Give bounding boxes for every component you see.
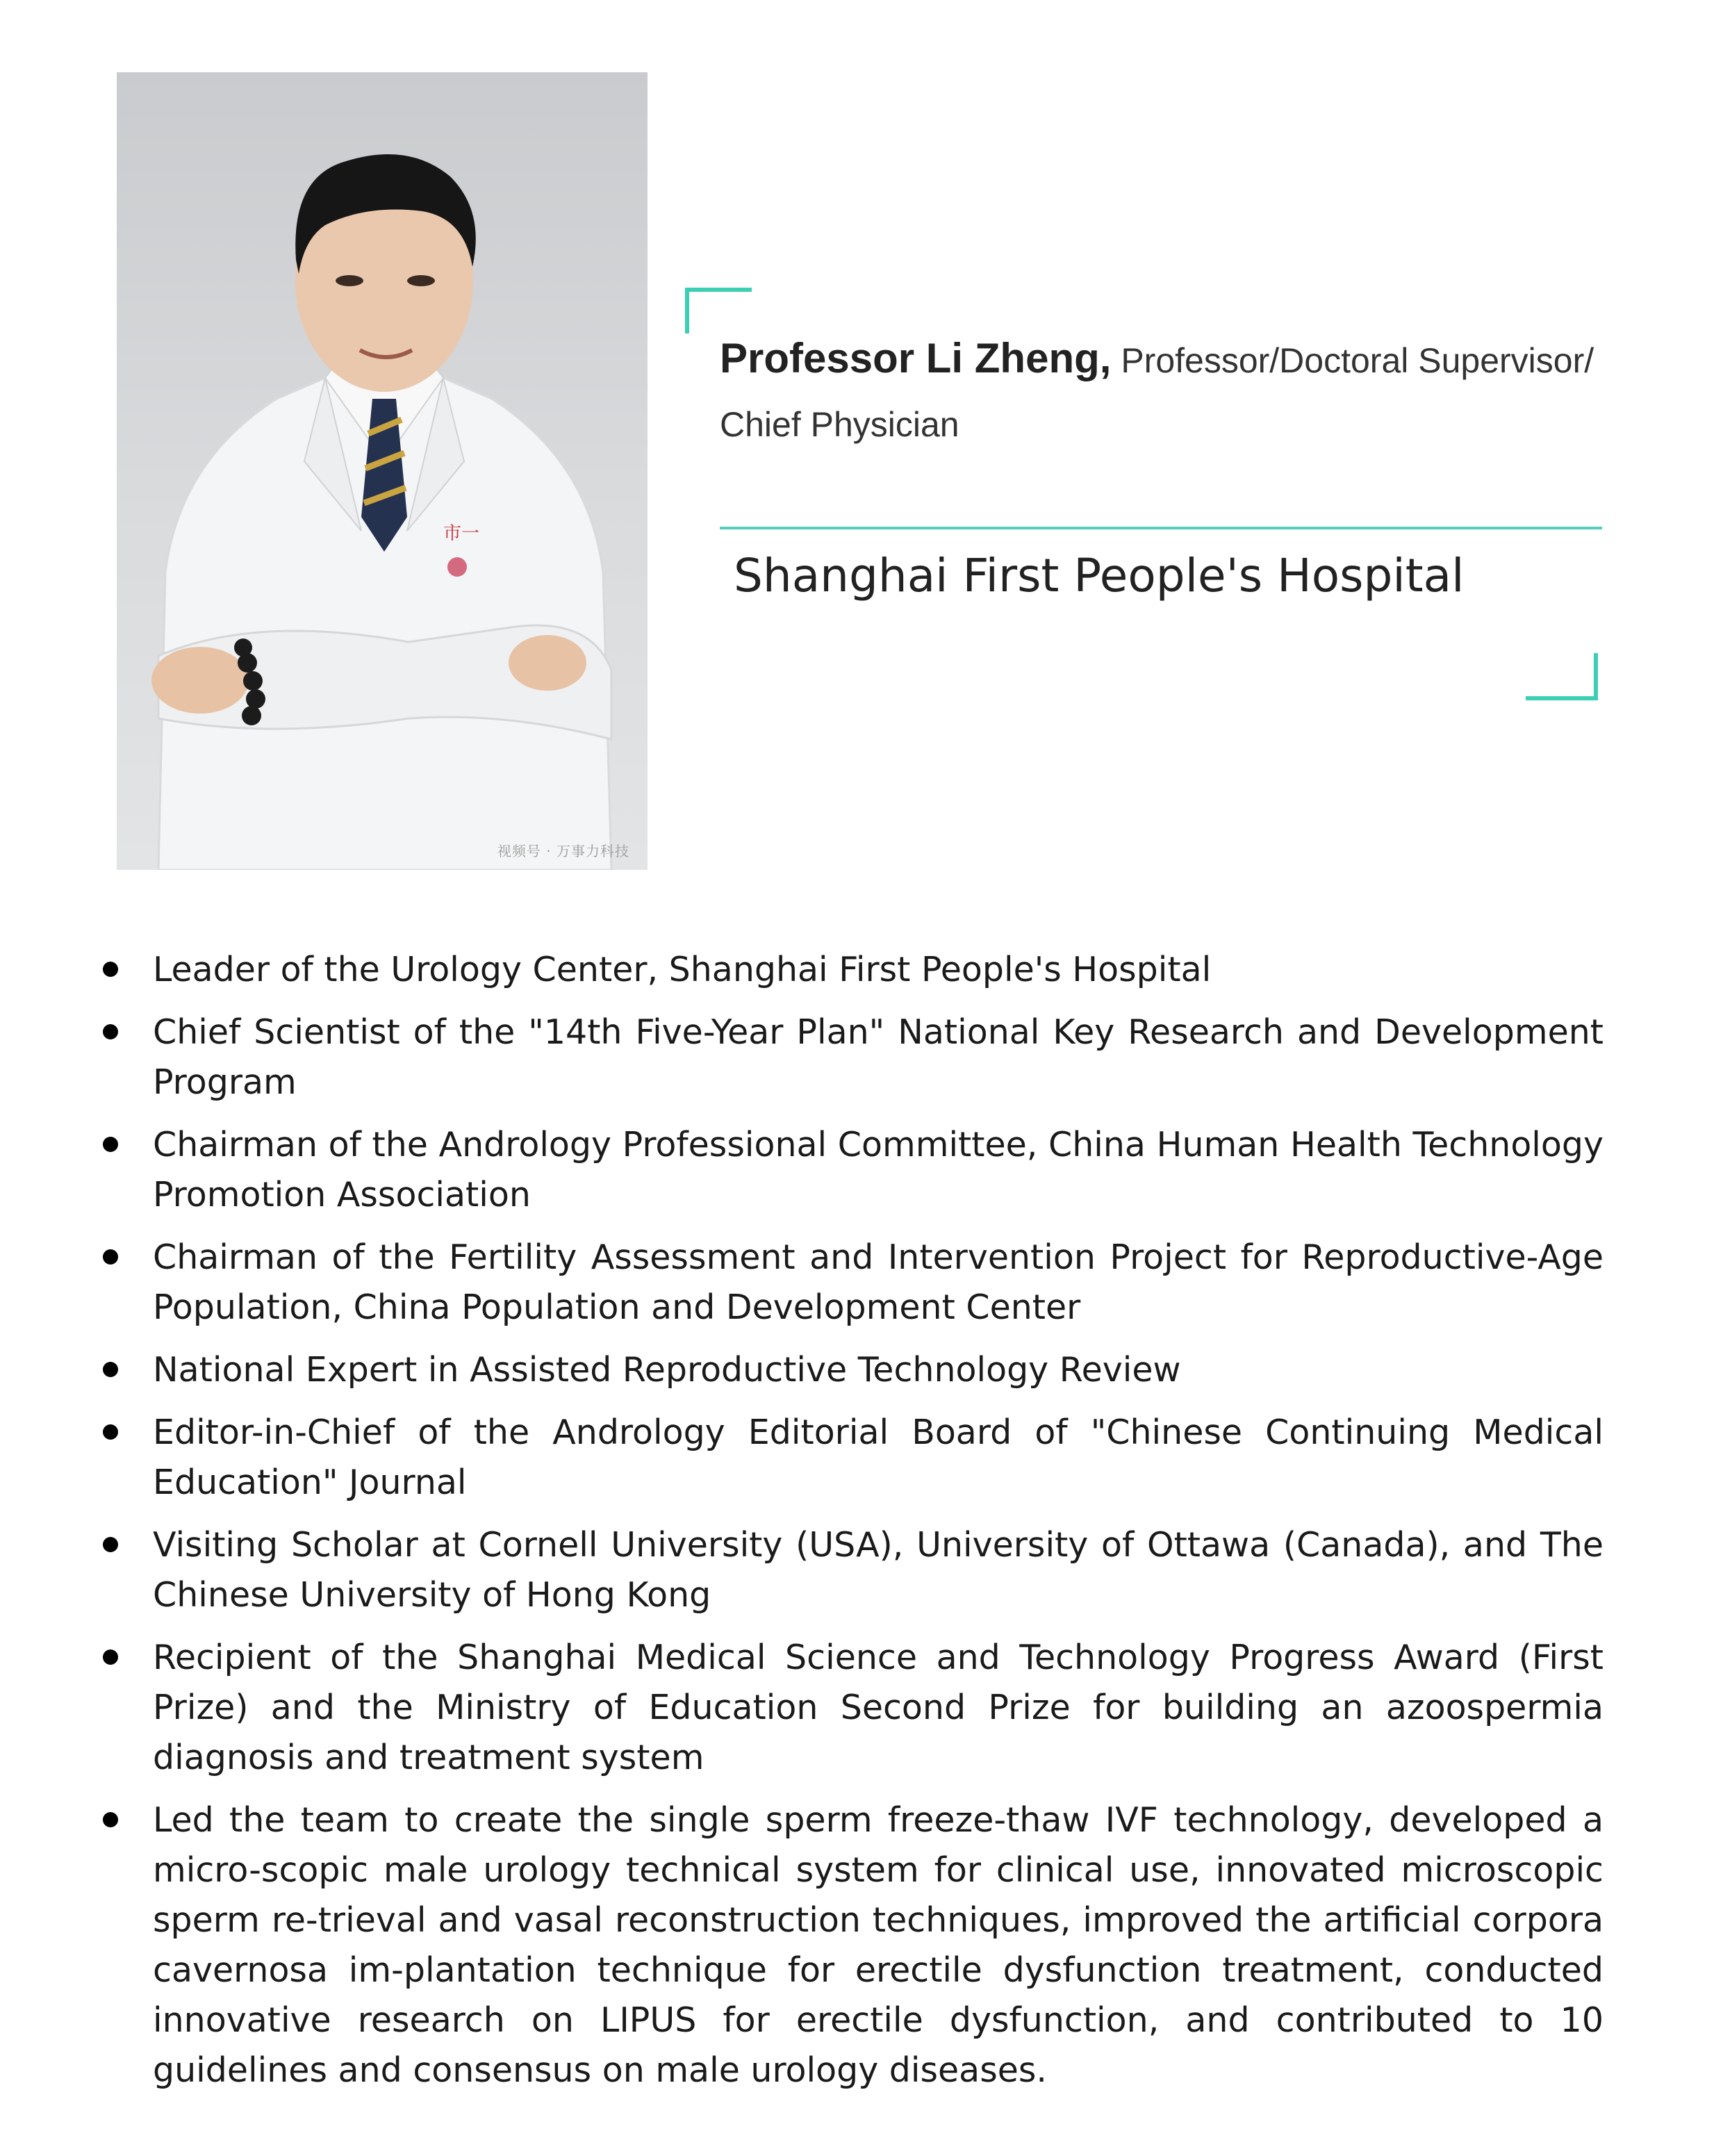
list-item-text: Recipient of the Shanghai Medical Science and Technology Progress Award (First Prize) and the Ministry of Education Second Prize for building an azoospermia diagnosis and treatment system xyxy=(153,1638,1604,1777)
list-item xyxy=(99,945,1604,995)
list-item xyxy=(99,1345,1604,1395)
portrait-illustration xyxy=(117,72,648,870)
bullet-icon xyxy=(103,1137,118,1152)
hospital-name: Shanghai First People's Hospital xyxy=(734,549,1465,602)
list-item xyxy=(99,1408,1604,1508)
list-item-text: Led the team to create the single sperm freeze-thaw IVF technology, developed a micro-scopic male urology technical system for clinical use, innovated microscopic sperm re-trieval and vasal reconstruction techniques, improved the artificial corpora cavernosa im-plantation technique for erectile dysfunction treatment, conducted innovative research on LIPUS for erectile dysfunction, and contributed to 10 guidelines and consensus on male urology diseases. xyxy=(153,1800,1604,2090)
bullet-icon xyxy=(103,1249,118,1265)
list-item xyxy=(99,1007,1604,1108)
list-item xyxy=(99,1120,1604,1220)
list-item-text: Visiting Scholar at Cornell University (USA), University of Ottawa (Canada), and The Chinese University of Hong Kong xyxy=(153,1525,1604,1615)
list-item xyxy=(99,1795,1604,2096)
list-item-text: National Expert in Assisted Reproductive Technology Review xyxy=(153,1350,1181,1390)
list-item xyxy=(99,1233,1604,1333)
list-item-text: Chairman of the Fertility Assessment and Intervention Project for Reproductive-Age Population, China Population and Development Center xyxy=(153,1237,1604,1327)
bullet-icon xyxy=(103,1537,118,1552)
corner-bracket-bottom-right xyxy=(1526,653,1598,700)
credentials-list xyxy=(99,945,1604,2108)
profile-titles: Professor/Doctoral Supervisor/Chief Physician xyxy=(720,341,1594,444)
list-item xyxy=(99,1520,1604,1620)
profile-header xyxy=(720,327,1608,456)
bullet-icon xyxy=(103,1649,118,1665)
bullet-icon xyxy=(103,1024,118,1039)
list-item-text: Leader of the Urology Center, Shanghai First People's Hospital xyxy=(153,950,1212,989)
list-item-text: Chief Scientist of the "14th Five-Year Plan" National Key Research and Development Program xyxy=(153,1012,1604,1102)
bullet-icon xyxy=(103,1424,118,1440)
photo-watermark: 视频号 · 万事力科技 xyxy=(497,843,629,859)
list-item xyxy=(99,1633,1604,1783)
profile-photo xyxy=(117,72,648,870)
list-item-text: Chairman of the Andrology Professional Committee, China Human Health Technology Promotion Association xyxy=(153,1125,1604,1215)
svg-text:市一: 市一 xyxy=(443,523,480,544)
list-item-text: Editor-in-Chief of the Andrology Editorial Board of "Chinese Continuing Medical Education" Journal xyxy=(153,1413,1604,1502)
bullet-icon xyxy=(103,1812,118,1827)
profile-name: Professor Li Zheng, xyxy=(720,335,1112,381)
header-divider xyxy=(720,527,1602,529)
bullet-icon xyxy=(103,962,118,977)
bullet-icon xyxy=(103,1362,118,1377)
